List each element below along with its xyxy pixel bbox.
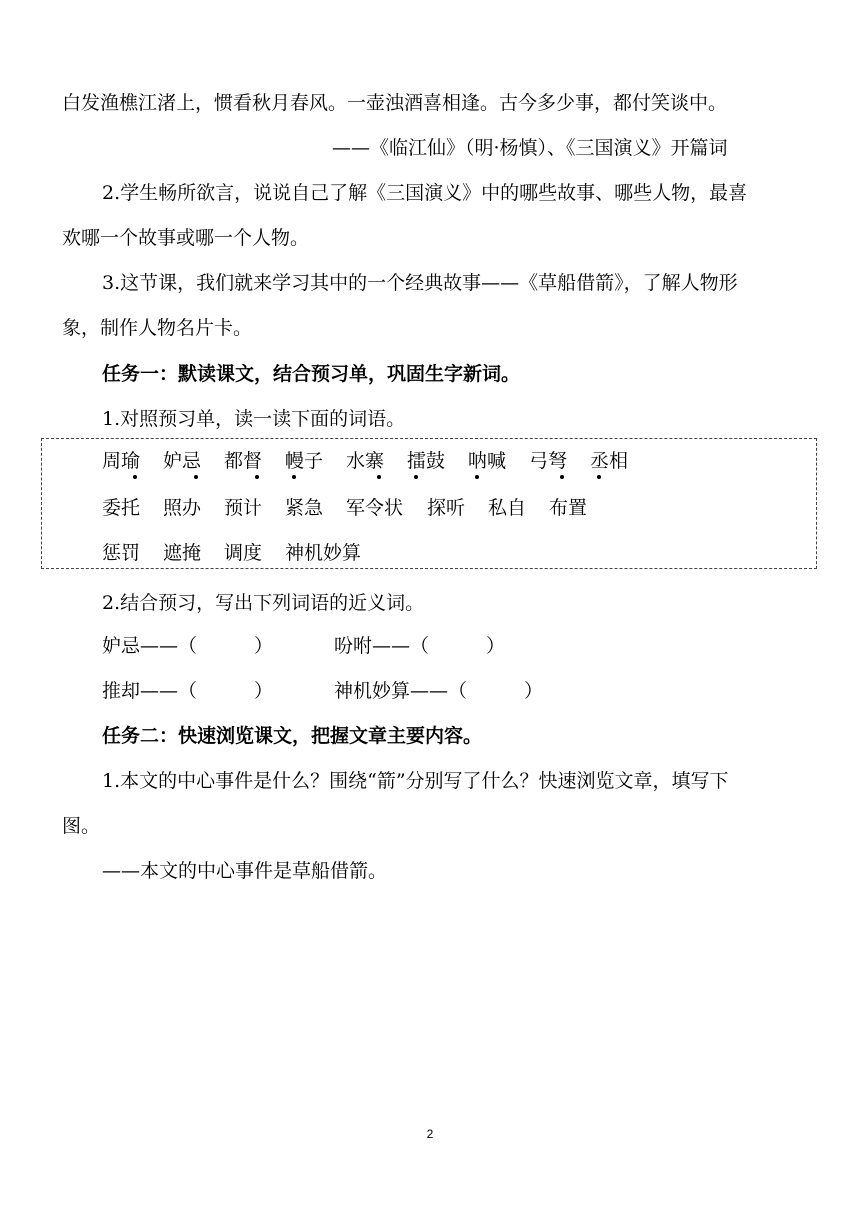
emphasis-dot	[414, 475, 418, 479]
intro-2-line2: 欢哪一个故事或哪一个人物。	[62, 227, 310, 249]
vocab-word: 照办	[163, 497, 202, 519]
emphasis-dot	[255, 475, 259, 479]
task1-question-1: 1.对照预习单，读一读下面的词语。	[102, 408, 406, 430]
task1-question-2: 2.结合预习，写出下列词语的近义词。	[102, 592, 425, 614]
poem-attribution: ——《临江仙》（明·杨慎）、《三国演义》开篇词	[332, 137, 728, 159]
vocab-word: 布置	[549, 497, 588, 519]
intro-3-line1: 3.这节课，我们就来学习其中的一个经典故事——《草船借箭》，了解人物形	[102, 272, 738, 294]
vocab-word: 周瑜	[102, 450, 141, 472]
vocab-word: 擂鼓	[407, 450, 446, 472]
page-number: 2	[426, 1127, 434, 1141]
vocab-word: 调度	[224, 542, 263, 564]
vocab-word: 惩罚	[102, 542, 141, 564]
task2-heading: 任务二：快速浏览课文，把握文章主要内容。	[102, 725, 483, 747]
poem-line: 白发渔樵江渚上，惯看秋月春风。一壶浊酒喜相逢。古今多少事，都付笑谈中。	[62, 92, 728, 114]
intro-2-line1: 2.学生畅所欲言，说说自己了解《三国演义》中的哪些故事、哪些人物，最喜	[102, 182, 748, 204]
vocab-word: 水寨	[346, 450, 385, 472]
emphasis-dot	[133, 475, 137, 479]
synonym-item: 神机妙算——（ ）	[334, 680, 544, 702]
intro-3-line2: 象，制作人物名片卡。	[62, 317, 253, 339]
vocab-word: 探听	[427, 497, 466, 519]
task2-question-1-line2: 图。	[62, 815, 101, 837]
vocab-word: 预计	[224, 497, 263, 519]
vocab-box	[41, 438, 817, 569]
vocab-word: 弓弩	[529, 450, 568, 472]
vocab-word: 遮掩	[163, 542, 202, 564]
vocab-word: 幔子	[285, 450, 324, 472]
synonym-item: 妒忌——（ ）	[102, 635, 274, 657]
emphasis-dot	[292, 475, 296, 479]
vocab-word: 呐喊	[468, 450, 507, 472]
vocab-word: 军令状	[346, 497, 404, 519]
synonym-item: 推却——（ ）	[102, 680, 274, 702]
task1-heading: 任务一：默读课文，结合预习单，巩固生字新词。	[102, 363, 521, 385]
emphasis-dot	[194, 475, 198, 479]
emphasis-dot	[377, 475, 381, 479]
task2-question-1-line1: 1.本文的中心事件是什么？围绕“箭”分别写了什么？快速浏览文章，填写下	[102, 770, 729, 792]
vocab-word: 紧急	[285, 497, 324, 519]
vocab-word: 神机妙算	[285, 542, 362, 564]
emphasis-dot	[560, 475, 564, 479]
synonym-item: 吩咐——（ ）	[334, 635, 506, 657]
vocab-word: 私自	[488, 497, 527, 519]
emphasis-dot	[475, 475, 479, 479]
vocab-word: 丞相	[590, 450, 629, 472]
task2-answer: ——本文的中心事件是草船借箭。	[102, 860, 388, 882]
vocab-word: 委托	[102, 497, 141, 519]
vocab-word: 妒忌	[163, 450, 202, 472]
vocab-word: 都督	[224, 450, 263, 472]
emphasis-dot	[597, 475, 601, 479]
